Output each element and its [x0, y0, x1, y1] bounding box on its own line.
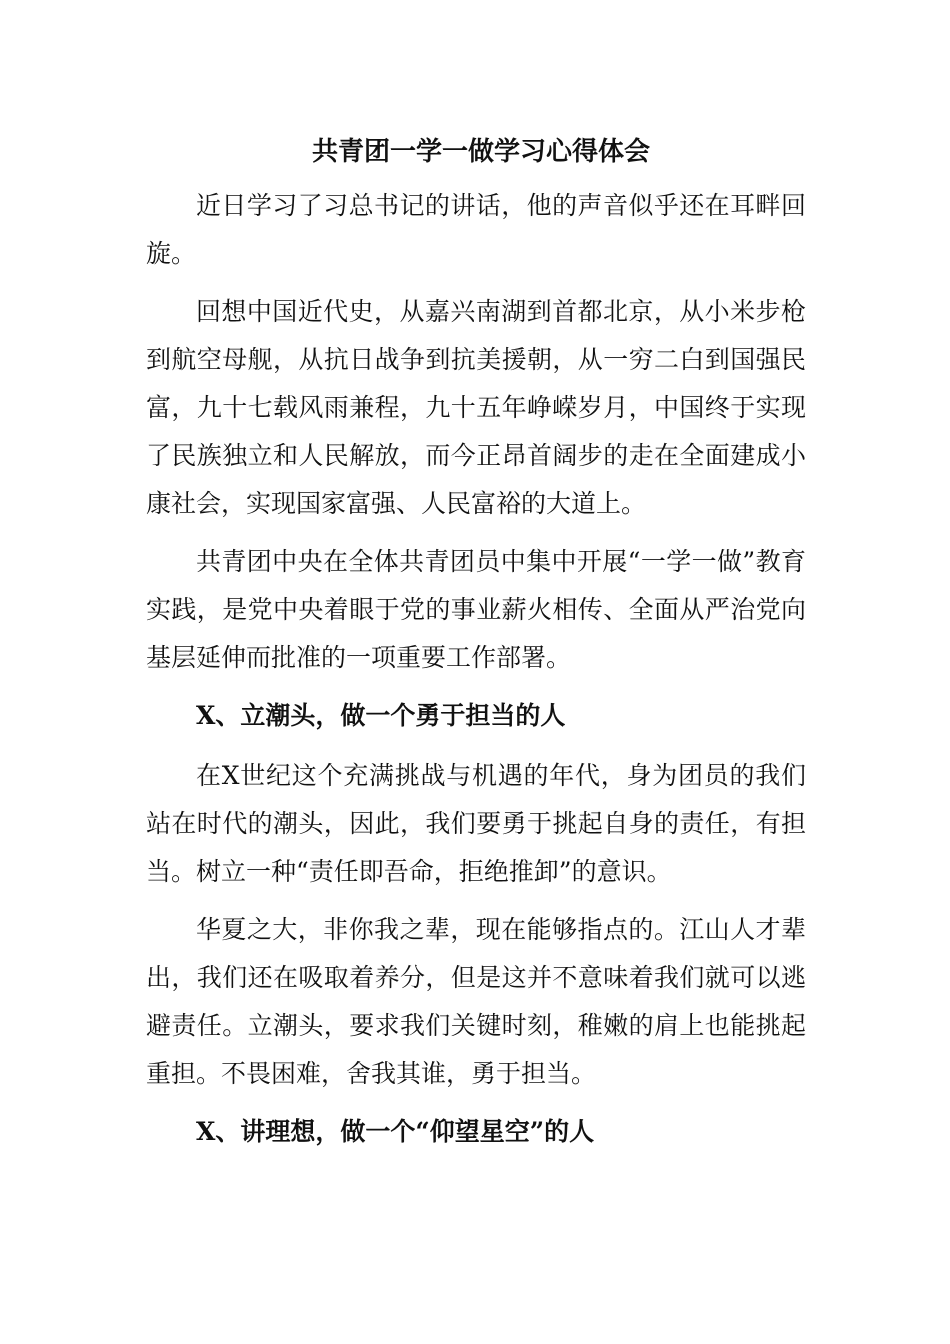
paragraph-history: 回想中国近代史，从嘉兴南湖到首都北京，从小米步枪到航空母舰，从抗日战争到抗美援朝，从一穷二白到国强民富，九十七载风雨兼程，九十五年峥嵘岁月，中国终于实现了民族独立和人民解放，而今正昂首阔步的走在全面建成小康社会，实现国家富强、人民富裕的大道上。	[146, 297, 806, 518]
paragraph-youth-league: 共青团中央在全体共青团员中集中开展“一学一做”教育实践，是党中央着眼于党的事业薪火相传、全面从严治党向基层延伸而批准的一项重要工作部署。	[146, 547, 806, 672]
document-page	[146, 130, 806, 1168]
document-title: 共青团一学一做学习心得体会	[311, 137, 650, 167]
paragraph-take-charge: 华夏之大，非你我之辈，现在能够指点的。江山人才辈出，我们还在吸取着养分，但是这并不意味着我们就可以逃避责任。立潮头，要求我们关键时刻，稚嫩的肩上也能挑起重担。不畏困难，舍我其谁，勇于担当。	[146, 915, 806, 1088]
paragraph-intro: 近日学习了习总书记的讲话，他的声音似乎还在耳畔回旋。	[146, 191, 806, 268]
section-heading-1: X、立潮头，做一个勇于担当的人	[196, 701, 566, 730]
section-heading-2: X、讲理想，做一个“仰望星空”的人	[196, 1117, 595, 1146]
paragraph-responsibility: 在X世纪这个充满挑战与机遇的年代，身为团员的我们站在时代的潮头，因此，我们要勇于挑起自身的责任，有担当。树立一种“责任即吾命，拒绝推卸”的意识。	[146, 761, 806, 886]
